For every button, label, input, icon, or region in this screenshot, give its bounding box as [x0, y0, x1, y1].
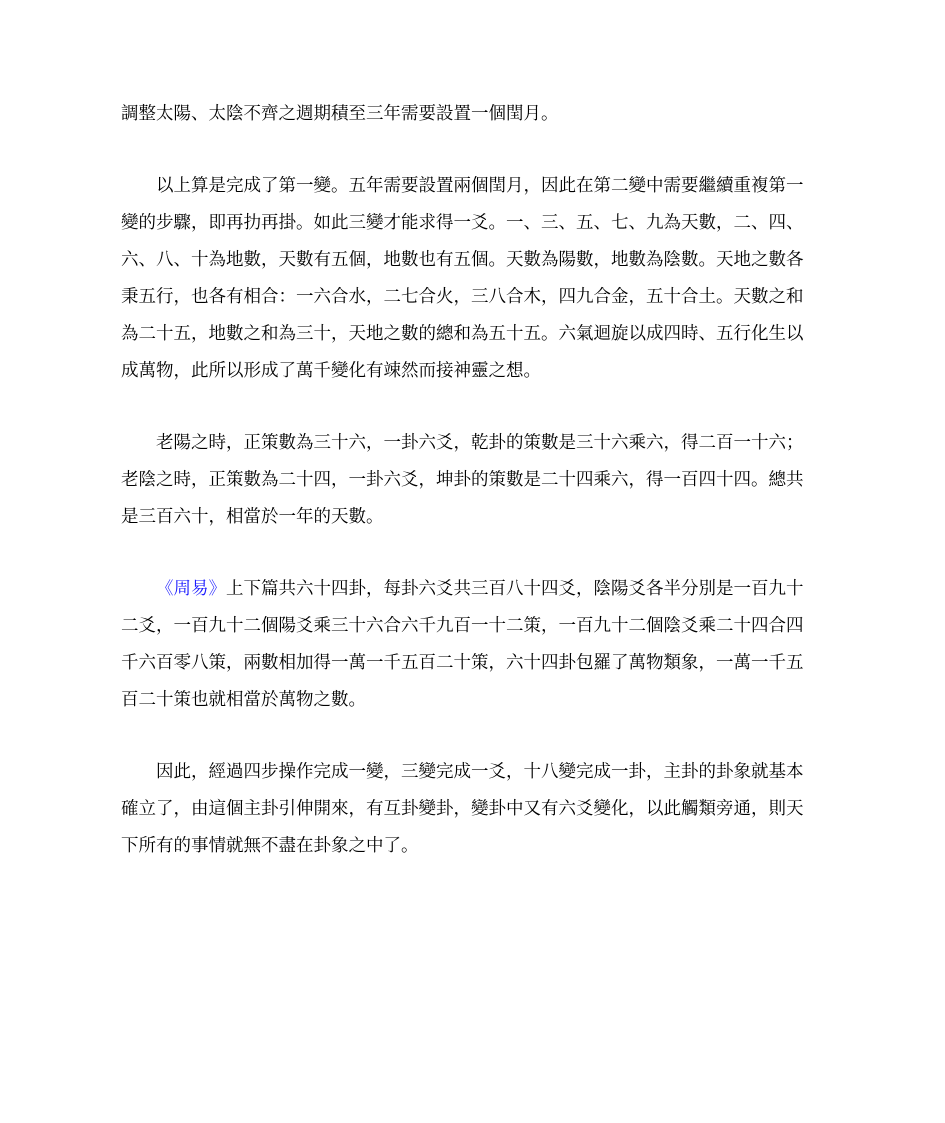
text-line: 千六百零八策，兩數相加得一萬一千五百二十策，六十四卦包羅了萬物類象，一萬一千五: [121, 653, 804, 673]
text-line: 確立了，由這個主卦引伸開來，有互卦變卦，變卦中又有六爻變化，以此觸類旁通，則天: [121, 799, 804, 819]
paragraph-2: [121, 168, 833, 390]
text-line: 老陰之時，正策數為二十四，一卦六爻，坤卦的策數是二十四乘六，得一百四十四。總共: [121, 470, 804, 490]
text-line: 秉五行，也各有相合：一六合水，二七合火，三八合木，四九合金，五十合土。天數之和: [121, 287, 804, 307]
text-line: 二爻，一百九十二個陽爻乘三十六合六千九百一十二策，一百九十二個陰爻乘二十四合四: [121, 616, 804, 636]
text-line: 變的步驟，即再扐再掛。如此三變才能求得一爻。一、三、五、七、九為天數，二、四、: [121, 213, 804, 233]
paragraph-spacer: [121, 536, 833, 571]
text-line: 以上算是完成了第一變。五年需要設置兩個閏月，因此在第二變中需要繼續重複第一: [156, 176, 804, 196]
text-line: 老陽之時，正策數為三十六，一卦六爻，乾卦的策數是三十六乘六，得二百一十六；: [156, 433, 804, 453]
text-line: 百二十策也就相當於萬物之數。: [121, 690, 366, 710]
text-line: 六、八、十為地數，天數有五個，地數也有五個。天數為陽數，地數為陰數。天地之數各: [121, 250, 804, 270]
text-line-rest: 上下篇共六十四卦，每卦六爻共三百八十四爻，陰陽爻各半分別是一百九十: [226, 579, 804, 599]
text-line: 下所有的事情就無不盡在卦象之中了。: [121, 836, 419, 856]
paragraph-spacer: [121, 719, 833, 754]
text-line: 為二十五，地數之和為三十，天地之數的總和為五十五。六氣迴旋以成四時、五行化生以: [121, 324, 804, 344]
document-body: [121, 96, 833, 865]
paragraph-4: [121, 571, 833, 719]
text-line: [121, 571, 833, 608]
text-line: 調整太陽、太陰不齊之週期積至三年需要設置一個閏月。: [121, 104, 559, 124]
paragraph-5: [121, 754, 833, 865]
zhouyi-link[interactable]: 《周易》: [156, 579, 226, 599]
text-line: 成萬物，此所以形成了萬千變化有竦然而接神靈之想。: [121, 361, 541, 381]
text-line: 是三百六十，相當於一年的天數。: [121, 507, 384, 527]
paragraph-3: [121, 425, 833, 536]
paragraph-spacer: [121, 390, 833, 425]
paragraph-spacer: [121, 133, 833, 168]
paragraph-1: [121, 96, 833, 133]
text-line: 因此，經過四步操作完成一變，三變完成一爻，十八變完成一卦，主卦的卦象就基本: [156, 762, 804, 782]
